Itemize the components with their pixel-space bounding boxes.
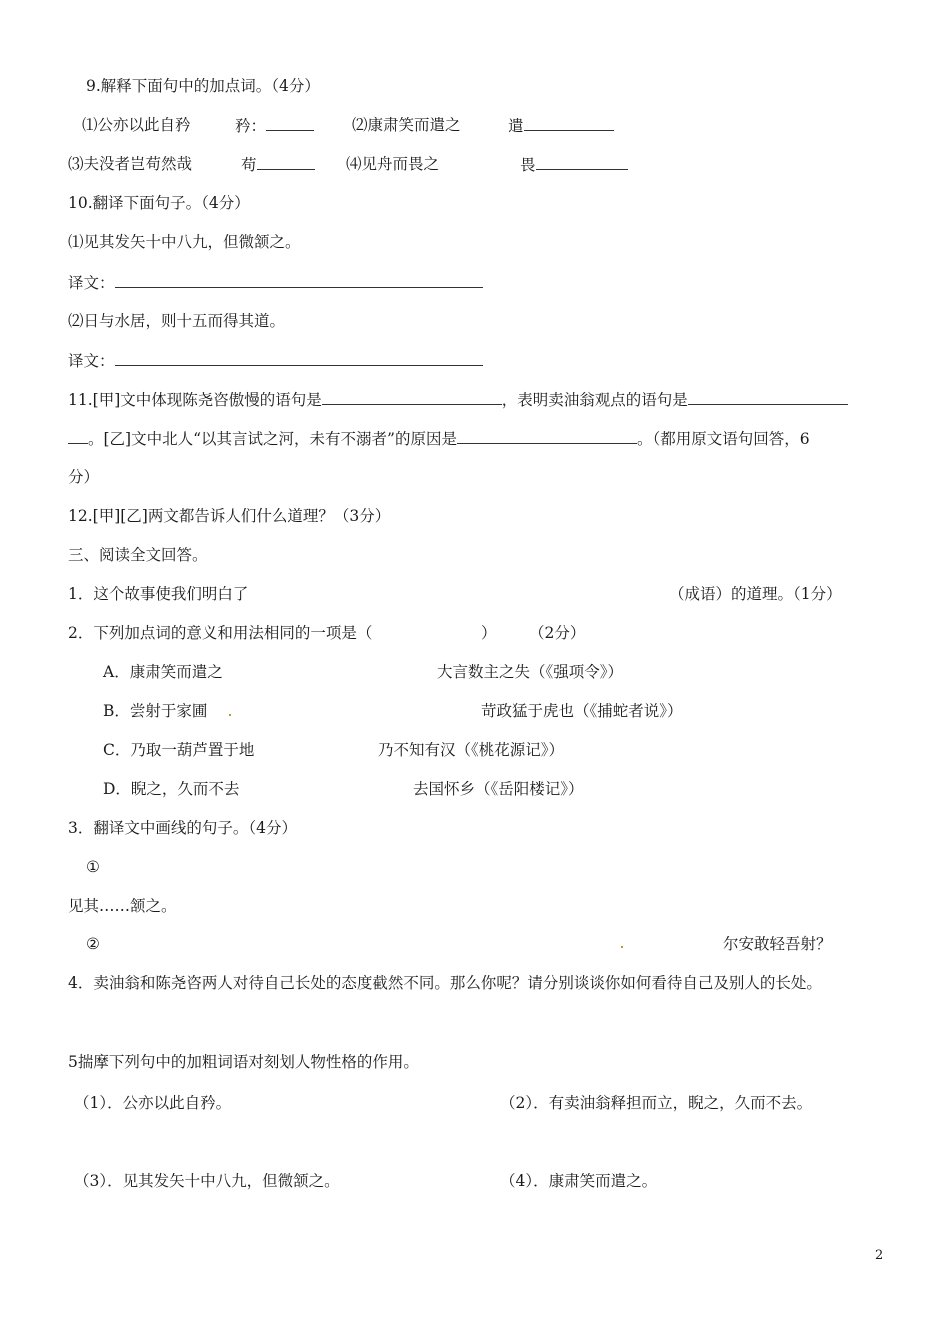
page-number: 2 [875,1248,884,1263]
q9-item4-key: 畏 [520,154,628,175]
option-a-left: A．康肃笑而遣之 [103,663,223,681]
s3-q4-title: 4．卖油翁和陈尧咨两人对待自己长处的态度截然不同。那么你呢？请分别谈谈你如何看待自己及别人的长处。 [68,974,822,992]
q12-title: 12.[甲][乙]两文都告诉人们什么道理？（3分） [68,507,391,525]
q11-blank-2-cont[interactable] [68,428,88,444]
emphasis-dot [621,946,623,948]
q9-item4-blank[interactable] [536,154,628,170]
q9-item2: ⑵康肃笑而遣之 [352,116,461,134]
option-c-left: C．乃取一葫芦置于地 [103,741,255,759]
q9-item1-key: 矜： [235,115,314,136]
q11-line-2: 。[乙]文中北人“以其言试之河，未有不溺者”的原因是 。（都用原文语句回答，6 [68,428,810,449]
s3-q5-item-4: （4）．康肃笑而遣之。 [500,1172,658,1190]
option-b-right: 苛政猛于虎也（《捕蛇者说》） [481,702,683,720]
option-d-left: D．睨之，久而不去 [103,780,240,798]
q9-item2-blank[interactable] [524,115,614,131]
q11-line-1: 11.[甲]文中体现陈尧咨傲慢的语句是 ，表明卖油翁观点的语句是 [68,389,848,410]
q9-item1-blank[interactable] [266,115,314,131]
option-c-right: 乃不知有汉（《桃花源记》） [378,741,565,759]
q10-sentence-1: ⑴见其发矢十中八九，但微颔之。 [68,233,301,251]
q10-answer-1: 译文： [68,272,483,293]
s3-q2-score: （2分） [529,624,586,642]
option-b-left: B．尝射于家圃 [103,702,208,720]
s3-q2-title: 2．下列加点词的意义和用法相同的一项是（ [68,624,373,642]
q10-title: 10.翻译下面句子。（4分） [68,194,250,212]
q11-blank-1[interactable] [322,389,502,405]
section-3-title: 三、阅读全文回答。 [68,546,208,564]
s3-q3-text-2: 尔安敢轻吾射？ [723,935,832,953]
emphasis-dot [229,714,231,716]
q10-answer-2: 译文： [68,350,483,371]
q11-blank-2[interactable] [688,389,848,405]
q9-item3: ⑶夫没者岂苟然哉 [68,155,193,173]
s3-q2-title-end: ） [481,624,497,642]
s3-q3-title: 3．翻译文中画线的句子。（4分） [68,819,297,837]
s3-q5-item-1: （1）．公亦以此自矜。 [74,1094,232,1112]
s3-q1-left: 1．这个故事使我们明白了 [68,585,249,603]
q9-title: 9.解释下面句中的加点词。（4分） [86,77,320,95]
s3-q3-circle-1: ① [86,858,100,876]
option-a-right: 大言数主之失（《强项令》） [437,663,624,681]
s3-q3-circle-2: ② [86,935,100,953]
q10-sentence-2: ⑵日与水居，则十五而得其道。 [68,312,286,330]
q9-item4: ⑷见舟而畏之 [346,155,440,173]
s3-q5-title: 5揣摩下列句中的加粗词语对刻划人物性格的作用。 [68,1053,419,1071]
q10-answer-1-blank[interactable] [115,272,483,288]
option-d-right: 去国怀乡（《岳阳楼记》） [413,780,584,798]
s3-q5-item-3: （3）．见其发矢十中八九，但微颔之。 [74,1172,340,1190]
s3-q5-item-2: （2）．有卖油翁释担而立，睨之，久而不去。 [500,1094,813,1112]
q9-item3-blank[interactable] [257,154,315,170]
q9-item1: ⑴公亦以此自矜 [82,116,191,134]
s3-q3-text-1: 见其……颔之。 [68,897,177,915]
q11-blank-3[interactable] [457,428,637,444]
q9-item2-key: 遣 [508,115,614,136]
q11-line-3: 分） [68,468,100,486]
q9-item3-key: 苟 [241,154,315,175]
q10-answer-2-blank[interactable] [115,350,483,366]
s3-q1-right: （成语）的道理。（1分） [669,585,842,603]
